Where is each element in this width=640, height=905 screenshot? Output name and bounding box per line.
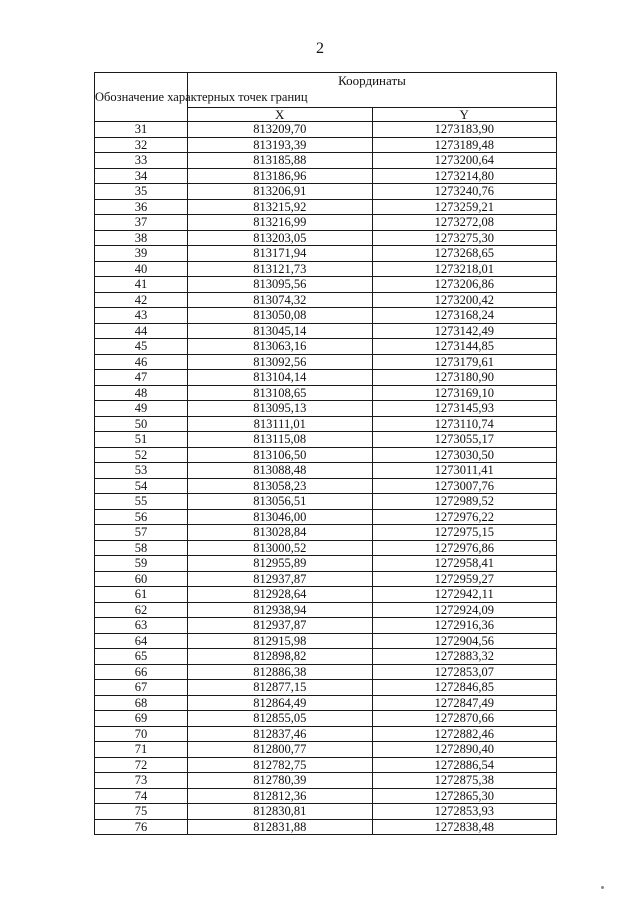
point-number-cell: 46 (95, 354, 188, 370)
table-body (95, 122, 557, 835)
coordinates-header: Координаты (188, 73, 557, 108)
table-row (95, 184, 557, 200)
point-number-cell: 40 (95, 261, 188, 277)
y-coordinate-cell: 1273142,49 (372, 323, 557, 339)
x-coordinate-cell: 813104,14 (188, 370, 373, 386)
point-number-cell: 73 (95, 773, 188, 789)
y-coordinate-cell: 1272924,09 (372, 602, 557, 618)
table-row (95, 742, 557, 758)
x-coordinate-cell: 813216,99 (188, 215, 373, 231)
x-coordinate-cell: 812938,94 (188, 602, 373, 618)
x-coordinate-cell: 812780,39 (188, 773, 373, 789)
x-coordinate-cell: 813046,00 (188, 509, 373, 525)
y-coordinate-cell: 1272959,27 (372, 571, 557, 587)
y-coordinate-cell: 1273218,01 (372, 261, 557, 277)
point-number-cell: 67 (95, 680, 188, 696)
y-coordinate-cell: 1273180,90 (372, 370, 557, 386)
y-coordinate-cell: 1273168,24 (372, 308, 557, 324)
x-coordinate-cell: 812812,36 (188, 788, 373, 804)
point-number-cell: 53 (95, 463, 188, 479)
x-coordinate-cell: 812886,38 (188, 664, 373, 680)
point-number-cell: 41 (95, 277, 188, 293)
x-coordinate-cell: 813045,14 (188, 323, 373, 339)
point-number-cell: 76 (95, 819, 188, 835)
y-coordinate-cell: 1273030,50 (372, 447, 557, 463)
table-row (95, 308, 557, 324)
x-coordinate-cell: 813186,96 (188, 168, 373, 184)
point-number-cell: 42 (95, 292, 188, 308)
y-coordinate-cell: 1273007,76 (372, 478, 557, 494)
y-coordinate-cell: 1272942,11 (372, 587, 557, 603)
x-coordinate-cell: 813063,16 (188, 339, 373, 355)
x-coordinate-cell: 813203,05 (188, 230, 373, 246)
table-row (95, 618, 557, 634)
x-coordinate-cell: 813108,65 (188, 385, 373, 401)
table-row (95, 385, 557, 401)
y-coordinate-cell: 1273200,64 (372, 153, 557, 169)
x-coordinate-cell: 813095,13 (188, 401, 373, 417)
table-row (95, 261, 557, 277)
table-row (95, 323, 557, 339)
page-number: 2 (316, 40, 324, 57)
designation-header: Обозначение характерных точек границ (95, 73, 188, 122)
point-number-cell: 43 (95, 308, 188, 324)
table-row (95, 432, 557, 448)
y-coordinate-cell: 1273110,74 (372, 416, 557, 432)
x-coordinate-cell: 813000,52 (188, 540, 373, 556)
table-row (95, 199, 557, 215)
point-number-cell: 62 (95, 602, 188, 618)
scan-speck (601, 886, 604, 889)
x-coordinate-cell: 812855,05 (188, 711, 373, 727)
point-number-cell: 44 (95, 323, 188, 339)
x-coordinate-cell: 813074,32 (188, 292, 373, 308)
point-number-cell: 57 (95, 525, 188, 541)
y-coordinate-cell: 1273179,61 (372, 354, 557, 370)
x-coordinate-cell: 813185,88 (188, 153, 373, 169)
point-number-cell: 74 (95, 788, 188, 804)
point-number-cell: 71 (95, 742, 188, 758)
table-row (95, 695, 557, 711)
x-coordinate-cell: 813088,48 (188, 463, 373, 479)
table-row (95, 292, 557, 308)
point-number-cell: 31 (95, 122, 188, 138)
x-coordinate-cell: 813121,73 (188, 261, 373, 277)
table-row (95, 819, 557, 835)
table-row (95, 509, 557, 525)
table-row (95, 230, 557, 246)
point-number-cell: 52 (95, 447, 188, 463)
table-row (95, 525, 557, 541)
y-coordinate-cell: 1273011,41 (372, 463, 557, 479)
y-coordinate-cell: 1273275,30 (372, 230, 557, 246)
point-number-cell: 55 (95, 494, 188, 510)
point-number-cell: 49 (95, 401, 188, 417)
point-number-cell: 50 (95, 416, 188, 432)
table-row (95, 711, 557, 727)
point-number-cell: 34 (95, 168, 188, 184)
x-coordinate-cell: 813106,50 (188, 447, 373, 463)
y-coordinate-cell: 1273214,80 (372, 168, 557, 184)
x-header: X (188, 108, 373, 122)
x-coordinate-cell: 812877,15 (188, 680, 373, 696)
x-coordinate-cell: 813209,70 (188, 122, 373, 138)
x-coordinate-cell: 812898,82 (188, 649, 373, 665)
y-coordinate-cell: 1272958,41 (372, 556, 557, 572)
x-coordinate-cell: 813092,56 (188, 354, 373, 370)
point-number-cell: 51 (95, 432, 188, 448)
y-coordinate-cell: 1273206,86 (372, 277, 557, 293)
table-row (95, 137, 557, 153)
table-row (95, 757, 557, 773)
y-coordinate-cell: 1273055,17 (372, 432, 557, 448)
y-header: Y (372, 108, 557, 122)
x-coordinate-cell: 812831,88 (188, 819, 373, 835)
y-coordinate-cell: 1273240,76 (372, 184, 557, 200)
table-row (95, 354, 557, 370)
point-number-cell: 69 (95, 711, 188, 727)
y-coordinate-cell: 1272838,48 (372, 819, 557, 835)
point-number-cell: 66 (95, 664, 188, 680)
table-row (95, 773, 557, 789)
table-row (95, 168, 557, 184)
point-number-cell: 68 (95, 695, 188, 711)
y-coordinate-cell: 1272847,49 (372, 695, 557, 711)
table-row (95, 602, 557, 618)
table-row (95, 571, 557, 587)
x-coordinate-cell: 813206,91 (188, 184, 373, 200)
point-number-cell: 45 (95, 339, 188, 355)
y-coordinate-cell: 1273272,08 (372, 215, 557, 231)
y-coordinate-cell: 1272976,22 (372, 509, 557, 525)
table-row (95, 215, 557, 231)
table-header-row (95, 73, 557, 108)
x-coordinate-cell: 813115,08 (188, 432, 373, 448)
point-number-cell: 56 (95, 509, 188, 525)
table-row (95, 664, 557, 680)
y-coordinate-cell: 1272870,66 (372, 711, 557, 727)
point-number-cell: 75 (95, 804, 188, 820)
y-coordinate-cell: 1272975,15 (372, 525, 557, 541)
point-number-cell: 32 (95, 137, 188, 153)
point-number-cell: 47 (95, 370, 188, 386)
y-coordinate-cell: 1273268,65 (372, 246, 557, 262)
x-coordinate-cell: 813050,08 (188, 308, 373, 324)
table-row (95, 804, 557, 820)
x-coordinate-cell: 812782,75 (188, 757, 373, 773)
table-row (95, 680, 557, 696)
x-coordinate-cell: 813171,94 (188, 246, 373, 262)
y-coordinate-cell: 1272976,86 (372, 540, 557, 556)
table-row (95, 401, 557, 417)
x-coordinate-cell: 813111,01 (188, 416, 373, 432)
point-number-cell: 60 (95, 571, 188, 587)
x-coordinate-cell: 813215,92 (188, 199, 373, 215)
y-coordinate-cell: 1272883,32 (372, 649, 557, 665)
table-row (95, 649, 557, 665)
table-row (95, 788, 557, 804)
table-row (95, 416, 557, 432)
x-coordinate-cell: 812937,87 (188, 571, 373, 587)
table-row (95, 633, 557, 649)
table-row (95, 339, 557, 355)
point-number-cell: 65 (95, 649, 188, 665)
table-row (95, 556, 557, 572)
x-coordinate-cell: 812800,77 (188, 742, 373, 758)
coordinates-table (94, 72, 557, 835)
y-coordinate-cell: 1272886,54 (372, 757, 557, 773)
point-number-cell: 38 (95, 230, 188, 246)
y-coordinate-cell: 1272865,30 (372, 788, 557, 804)
y-coordinate-cell: 1272853,07 (372, 664, 557, 680)
y-coordinate-cell: 1273145,93 (372, 401, 557, 417)
table-row (95, 463, 557, 479)
point-number-cell: 72 (95, 757, 188, 773)
point-number-cell: 64 (95, 633, 188, 649)
y-coordinate-cell: 1273144,85 (372, 339, 557, 355)
x-coordinate-cell: 812955,89 (188, 556, 373, 572)
point-number-cell: 36 (95, 199, 188, 215)
point-number-cell: 54 (95, 478, 188, 494)
table-row (95, 478, 557, 494)
point-number-cell: 48 (95, 385, 188, 401)
table-row (95, 494, 557, 510)
y-coordinate-cell: 1273189,48 (372, 137, 557, 153)
point-number-cell: 39 (95, 246, 188, 262)
y-coordinate-cell: 1273183,90 (372, 122, 557, 138)
x-coordinate-cell: 813095,56 (188, 277, 373, 293)
y-coordinate-cell: 1272853,93 (372, 804, 557, 820)
point-number-cell: 37 (95, 215, 188, 231)
point-number-cell: 59 (95, 556, 188, 572)
x-coordinate-cell: 812937,87 (188, 618, 373, 634)
y-coordinate-cell: 1273259,21 (372, 199, 557, 215)
x-coordinate-cell: 813058,23 (188, 478, 373, 494)
point-number-cell: 33 (95, 153, 188, 169)
y-coordinate-cell: 1272904,56 (372, 633, 557, 649)
point-number-cell: 58 (95, 540, 188, 556)
point-number-cell: 70 (95, 726, 188, 742)
y-coordinate-cell: 1273169,10 (372, 385, 557, 401)
x-coordinate-cell: 812928,64 (188, 587, 373, 603)
table-row (95, 153, 557, 169)
x-coordinate-cell: 813028,84 (188, 525, 373, 541)
table-row (95, 246, 557, 262)
point-number-cell: 63 (95, 618, 188, 634)
y-coordinate-cell: 1272989,52 (372, 494, 557, 510)
table-row (95, 277, 557, 293)
x-coordinate-cell: 812864,49 (188, 695, 373, 711)
x-coordinate-cell: 812830,81 (188, 804, 373, 820)
y-coordinate-cell: 1272875,38 (372, 773, 557, 789)
table-row (95, 122, 557, 138)
y-coordinate-cell: 1272916,36 (372, 618, 557, 634)
point-number-cell: 61 (95, 587, 188, 603)
y-coordinate-cell: 1272882,46 (372, 726, 557, 742)
x-coordinate-cell: 813193,39 (188, 137, 373, 153)
table-row (95, 726, 557, 742)
x-coordinate-cell: 812915,98 (188, 633, 373, 649)
table-row (95, 447, 557, 463)
x-coordinate-cell: 813056,51 (188, 494, 373, 510)
x-coordinate-cell: 812837,46 (188, 726, 373, 742)
y-coordinate-cell: 1273200,42 (372, 292, 557, 308)
y-coordinate-cell: 1272846,85 (372, 680, 557, 696)
table-row (95, 587, 557, 603)
y-coordinate-cell: 1272890,40 (372, 742, 557, 758)
table-row (95, 370, 557, 386)
table-row (95, 540, 557, 556)
point-number-cell: 35 (95, 184, 188, 200)
